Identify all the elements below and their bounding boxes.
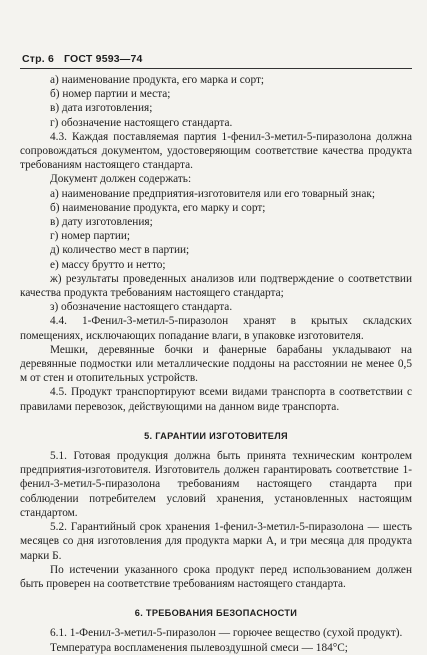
document-intro: Документ должен содержать: <box>50 173 192 186</box>
body-text <box>20 73 412 655</box>
temperature-paragraph: Температура воспламенения пылевоздушной смеси — 184°С; <box>50 641 348 654</box>
clause-5-1: 5.1. Готовая продукция должна быть принята техническим контролем предприятия-изготовителя. Изготовитель должен гарантировать соответствие 1-фенил-3-метил-5-пиразолона требованиям настоящего стандарта при соблюдении потребителем условий хранения, установленных настоящим стандартом. <box>20 450 412 519</box>
list-item: б) номер партии и места; <box>50 88 171 101</box>
page-number: Стр. 6 <box>22 53 55 65</box>
list-item: а) наименование предприятия-изготовителя или его товарный знак; <box>50 187 375 200</box>
list-item: з) обозначение настоящего стандарта. <box>50 301 233 314</box>
section-6-title: 6. ТРЕБОВАНИЯ БЕЗОПАСНОСТИ <box>134 608 298 619</box>
list-item: г) номер партии; <box>50 230 131 243</box>
clause-4-4: 4.4. 1-Фенил-3-метил-5-пиразолон хранят в крытых складских помещениях, исключающих попадание влаги, в упаковке изготовителя. <box>20 315 412 342</box>
clause-5-2: 5.2. Гарантийный срок хранения 1-фенил-3-метил-5-пиразолона — шесть месяцев со дня изготовления для продукта марки А, и три месяца для продукта марки Б. <box>20 521 412 562</box>
clause-6-1: 6.1. 1-Фенил-3-метил-5-пиразолон — горючее вещество (сухой продукт). <box>50 627 403 640</box>
clause-4-3: 4.3. Каждая поставляемая партия 1-фенил-3-метил-5-пиразолона должна сопровождаться документом, удостоверяющим соответствие качества продукта требованиям настоящего стандарта. <box>20 130 412 172</box>
expiry-paragraph: По истечении указанного срока продукт перед использованием должен быть проверен на соответствие требованиям настоящего стандарта. <box>20 563 412 590</box>
list-item: е) массу брутто и нетто; <box>50 258 166 271</box>
header-rule <box>20 68 412 69</box>
standard-code: ГОСТ 9593—74 <box>64 53 143 65</box>
clause-4-5: 4.5. Продукт транспортируют всеми видами транспорта в соответствии с правилами перевозок, действующими на данном виде транспорта. <box>20 386 412 413</box>
page-header <box>22 53 143 65</box>
list-item: в) дату изготовления; <box>50 216 153 229</box>
list-item: ж) результаты проведенных анализов или подтверждение о соответствии качества продукта требованиям настоящего стандарта; <box>20 272 412 300</box>
list-item: г) обозначение настоящего стандарта. <box>50 116 233 129</box>
list-item: а) наименование продукта, его марка и сорт; <box>50 74 265 86</box>
list-item: д) количество мест в партии; <box>50 244 190 257</box>
storage-paragraph: Мешки, деревянные бочки и фанерные барабаны укладывают на деревянные подмостки или металлические поддоны на расстоянии не менее 0,5 м от стен и отопительных устройств. <box>20 343 412 385</box>
section-5-title: 5. ГАРАНТИИ ИЗГОТОВИТЕЛЯ <box>144 430 288 441</box>
list-item: в) дата изготовления; <box>50 102 153 115</box>
list-item: б) наименование продукта, его марку и сорт; <box>50 201 266 214</box>
